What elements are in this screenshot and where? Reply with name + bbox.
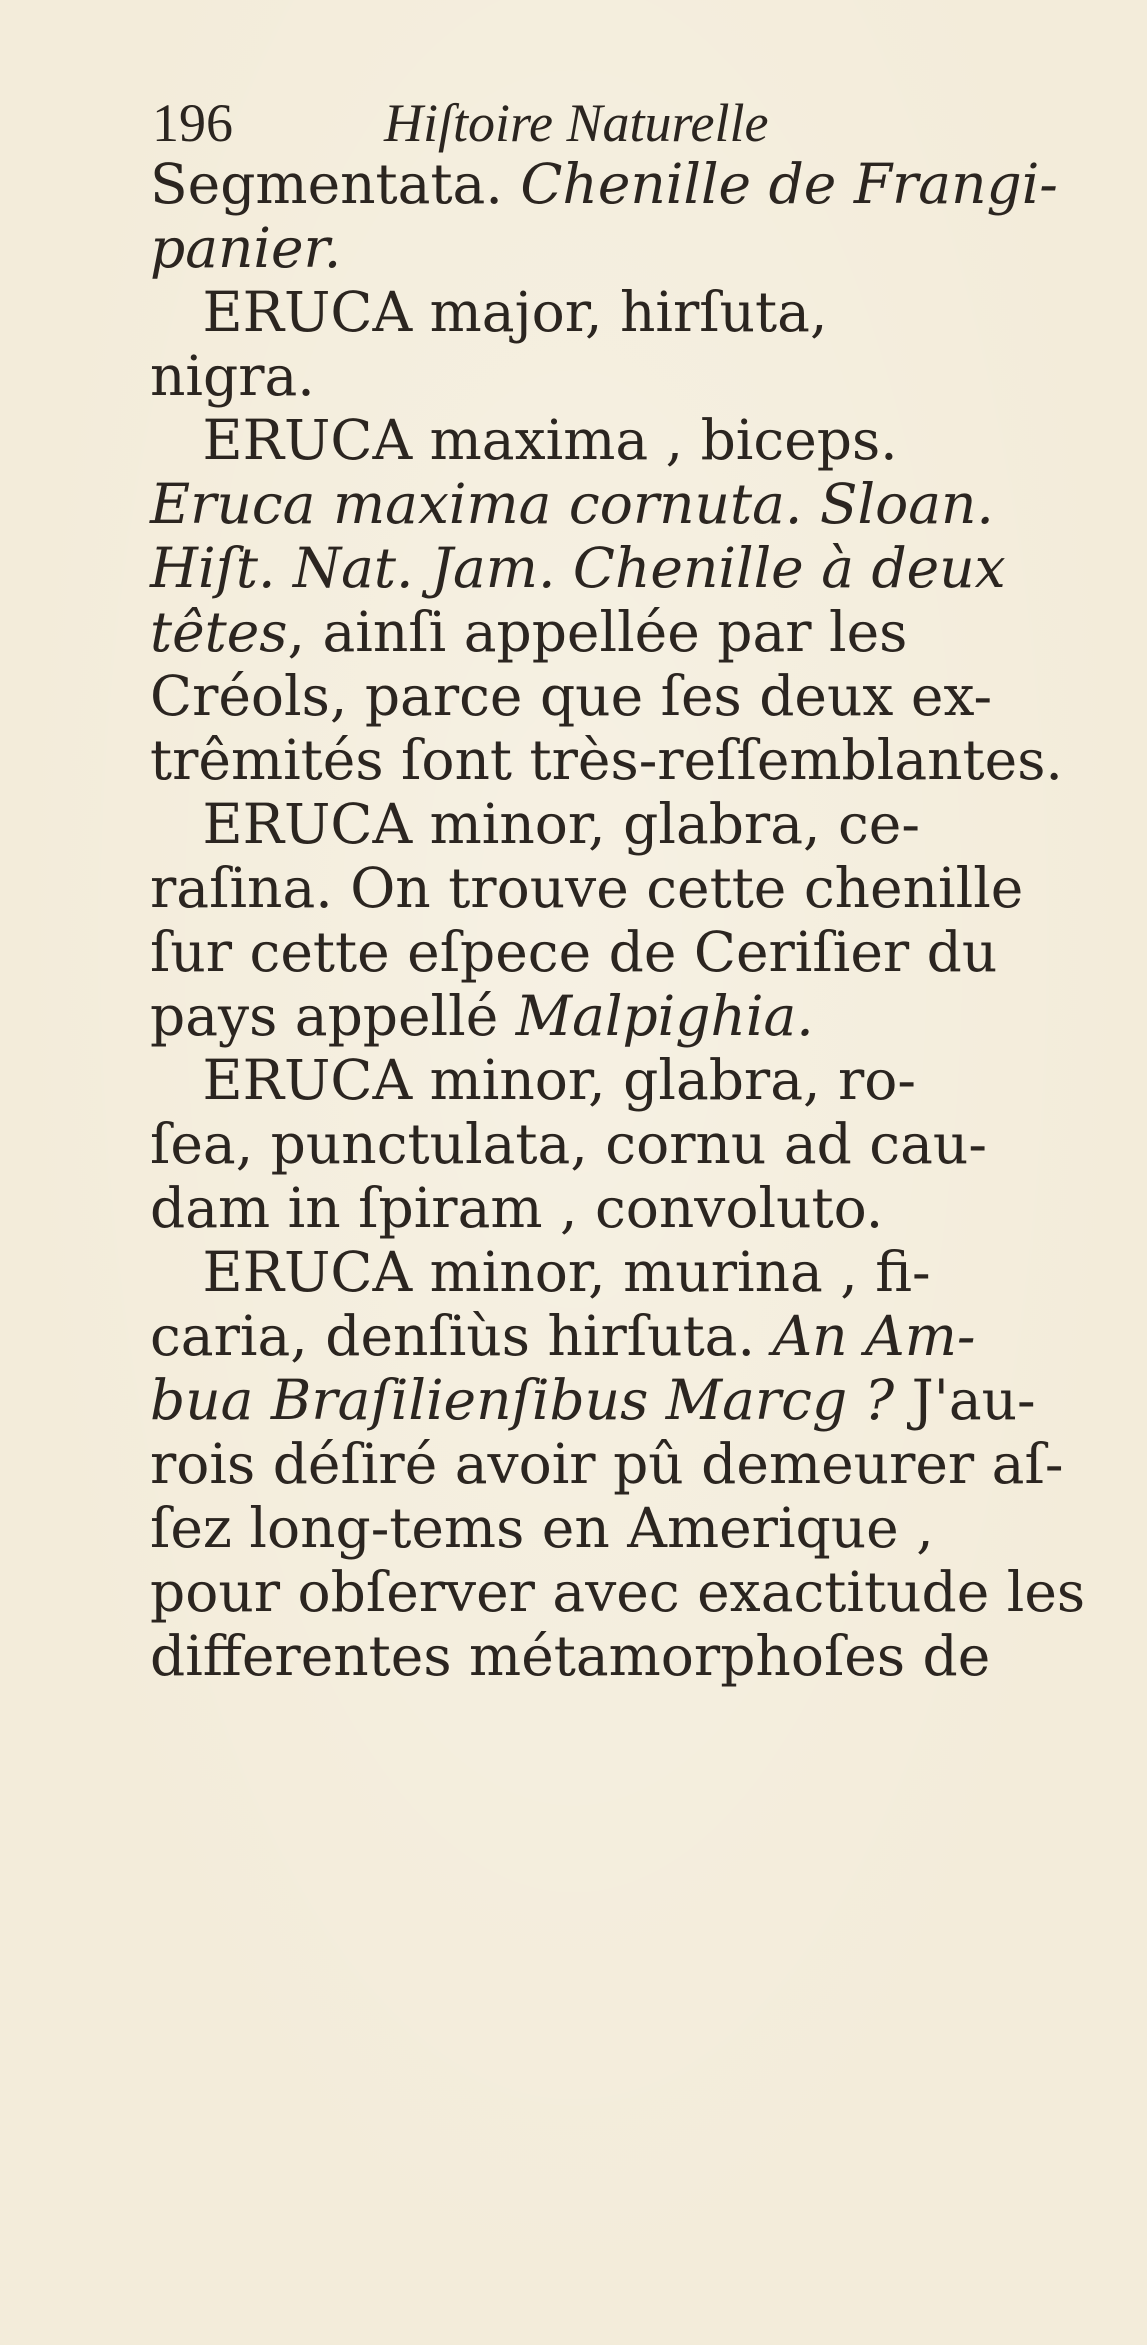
text-segment: caria, denſiùs hirſuta.: [150, 1304, 773, 1368]
text-line: [150, 1240, 1100, 1304]
text-segment: dam in ſpiram , convoluto.: [150, 1176, 884, 1240]
text-segment: ſur cette eſpece de Ceriſier du: [150, 920, 998, 984]
text-segment: , ainſi appellée par les: [287, 600, 908, 664]
text-line: [150, 984, 1100, 1048]
italic-segment: An Am-: [772, 1304, 976, 1368]
text-segment: ERUCA minor, glabra, ce-: [150, 792, 920, 856]
text-line: [150, 600, 1100, 664]
italic-segment: Hiſt. Nat. Jam. Chenille à deux: [150, 536, 1006, 600]
text-segment: ERUCA minor, murina , fi-: [150, 1240, 931, 1304]
text-line: [150, 664, 1100, 728]
text-line: [150, 1304, 1100, 1368]
text-segment: ſez long-tems en Amerique ,: [150, 1496, 934, 1560]
text-line: [150, 536, 1100, 600]
text-segment: ERUCA maxima , biceps.: [150, 408, 898, 472]
text-line: [150, 1368, 1100, 1432]
text-line: [150, 1560, 1100, 1624]
text-segment: ERUCA major, hirſuta,: [150, 280, 828, 344]
italic-segment: têtes: [150, 600, 288, 664]
text-line: [150, 344, 1100, 408]
text-segment: pour obſerver avec exactitude les: [150, 1560, 1086, 1624]
italic-segment: bua Braſilienſibus Marcg ?: [150, 1368, 895, 1432]
text-line: [150, 856, 1100, 920]
text-segment: rois déſiré avoir pû demeurer aſ-: [150, 1432, 1064, 1496]
italic-segment: Malpighia.: [515, 984, 814, 1048]
text-segment: raſina. On trouve cette chenille: [150, 856, 1024, 920]
text-line: [150, 152, 1100, 216]
text-line: [150, 1048, 1100, 1112]
text-segment: pays appellé: [150, 984, 516, 1048]
text-line: [150, 408, 1100, 472]
text-segment: Créols, parce que ſes deux ex-: [150, 664, 993, 728]
text-line: [150, 1112, 1100, 1176]
text-line: [150, 472, 1100, 536]
italic-segment: Chenille de Frangi-: [520, 152, 1058, 216]
text-segment: J'au-: [894, 1368, 1036, 1432]
text-line: [150, 1176, 1100, 1240]
text-segment: ſea, punctulata, cornu ad cau-: [150, 1112, 987, 1176]
text-line: [150, 1624, 1100, 1688]
text-line: [150, 1432, 1100, 1496]
text-segment: trêmités ſont très-reſſemblantes.: [150, 728, 1063, 792]
text-segment: ERUCA minor, glabra, ro-: [150, 1048, 916, 1112]
text-segment: Segmentata.: [150, 152, 521, 216]
text-segment: differentes métamorphoſes de: [150, 1624, 991, 1688]
text-line: [150, 1496, 1100, 1560]
text-line: [150, 920, 1100, 984]
text-segment: nigra.: [150, 344, 315, 408]
text-line: [150, 792, 1100, 856]
text-line: [150, 728, 1100, 792]
text-line: [150, 216, 1100, 280]
italic-segment: panier.: [150, 216, 342, 280]
page-header: [152, 88, 1082, 158]
page-number: 196: [152, 93, 233, 153]
body-text: [150, 152, 1100, 1688]
text-line: [150, 280, 1100, 344]
running-title: Hiſtoire Naturelle: [384, 93, 769, 153]
italic-segment: Eruca maxima cornuta. Sloan.: [150, 472, 994, 536]
